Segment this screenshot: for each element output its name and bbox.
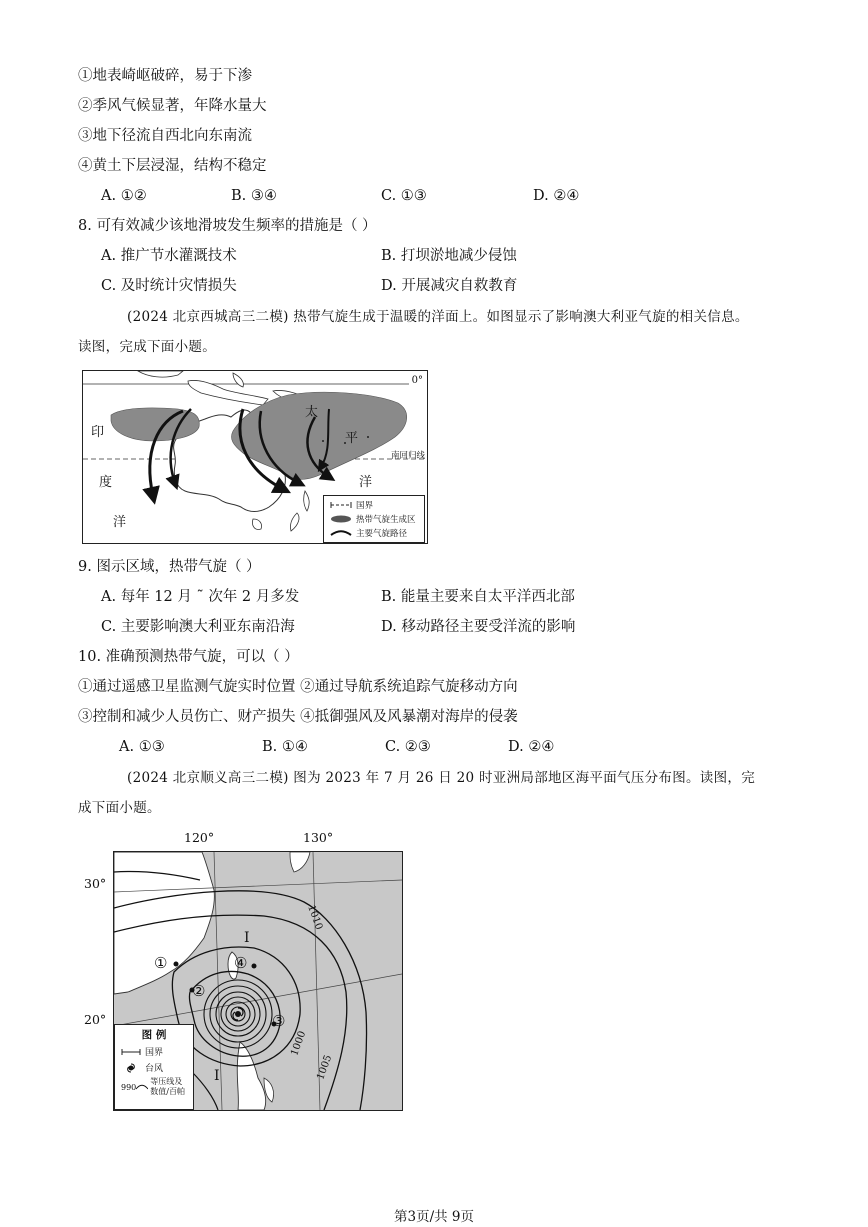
cyclone-map xyxy=(82,370,428,544)
q8-option-d[interactable]: D. 开展减灾自救教育 xyxy=(381,278,518,294)
legend-border xyxy=(330,499,373,511)
q7-option-a[interactable]: A. ①② xyxy=(101,188,147,204)
label-yang: 洋 xyxy=(359,475,373,490)
page-footer: 第3页/共 9页 xyxy=(393,1209,475,1225)
q7-option-b[interactable]: B. ③④ xyxy=(231,188,277,204)
typhoon-icon xyxy=(233,1008,243,1020)
q7-statement-2: ②季风气候显著，年降水量大 xyxy=(78,98,267,114)
q8-option-a[interactable]: A. 推广节水灌溉技术 xyxy=(101,248,237,264)
border-icon xyxy=(121,1048,141,1056)
cyclone-map-legend xyxy=(323,495,425,543)
label-du: 度 xyxy=(99,475,113,490)
high-mark-2: I xyxy=(214,1068,220,1084)
genesis-zone-icon xyxy=(330,515,352,523)
tropic-label: 南回归线 xyxy=(390,451,425,461)
lon-130: 130° xyxy=(303,830,334,845)
lat-30: 30° xyxy=(84,876,107,891)
label-tai: 太 xyxy=(305,405,319,420)
path-arrow-icon xyxy=(330,529,352,537)
legend-isobar-row xyxy=(121,1077,186,1097)
intro1-line2: 读图，完成下面小题。 xyxy=(78,339,216,355)
legend-typhoon-text: 台风 xyxy=(145,1064,164,1074)
point-4: ④ xyxy=(234,954,248,972)
q10-option-c[interactable]: C. ②③ xyxy=(385,739,431,755)
intro1-line1: (2024 北京西城高三二模) 热带气旋生成于温暖的洋面上。如图显示了影响澳大利亚气旋的相关信息。 xyxy=(127,309,749,325)
intro2-line1: (2024 北京顺义高三二模) 图为 2023 年 7 月 26 日 20 时亚洲局部地区海平面气压分布图。读图，完 xyxy=(127,770,756,786)
isobar-line-icon xyxy=(136,1083,148,1091)
legend-path xyxy=(330,527,407,539)
q10-stem: 10. 准确预测热带气旋，可以（ ） xyxy=(78,649,299,665)
high-mark-1: I xyxy=(244,930,250,946)
legend-isobar-text: 等压线及数值/百帕 xyxy=(150,1077,185,1096)
typhoon-icon xyxy=(121,1063,141,1073)
intro2-line2: 成下面小题。 xyxy=(78,800,161,816)
point-2: ② xyxy=(192,982,206,1000)
q9-option-c[interactable]: C. 主要影响澳大利亚东南沿海 xyxy=(101,619,295,635)
q9-option-d[interactable]: D. 移动路径主要受洋流的影响 xyxy=(381,619,576,635)
legend-border-label: 国界 xyxy=(356,501,374,511)
q7-option-c[interactable]: C. ①③ xyxy=(381,188,427,204)
legend-border-row xyxy=(121,1045,163,1058)
isobar-1000: 1000 xyxy=(289,1029,309,1058)
legend-title: 图 例 xyxy=(141,1029,167,1041)
point-1-dot xyxy=(174,962,179,967)
q7-statement-3: ③地下径流自西北向东南流 xyxy=(78,128,252,144)
legend-genesis-label: 热带气旋生成区 xyxy=(356,515,416,525)
q8-stem: 8. 可有效减少该地滑坡发生频率的措施是（ ） xyxy=(78,218,377,234)
lat-20: 20° xyxy=(84,1012,107,1027)
pressure-map-legend xyxy=(114,1024,194,1110)
lon-120: 120° xyxy=(184,830,215,845)
q10-line2: ③控制和减少人员伤亡、财产损失 ④抵御强风及风暴潮对海岸的侵袭 xyxy=(78,709,518,725)
q9-stem: 9. 图示区域，热带气旋（ ） xyxy=(78,559,261,575)
isobar-1005: 1005 xyxy=(315,1053,335,1082)
legend-border-text: 国界 xyxy=(145,1048,164,1058)
q8-option-c[interactable]: C. 及时统计灾情损失 xyxy=(101,278,237,294)
label-yang2: 洋 xyxy=(113,515,127,530)
isobar-1010: 1010 xyxy=(305,903,325,932)
label-yin: 印 xyxy=(91,425,105,440)
q10-line1: ①通过遥感卫星监测气旋实时位置 ②通过导航系统追踪气旋移动方向 xyxy=(78,679,518,695)
q10-option-a[interactable]: A. ①③ xyxy=(119,739,165,755)
q7-statement-1: ①地表崎岖破碎，易于下渗 xyxy=(78,68,252,84)
point-3: ③ xyxy=(272,1012,286,1030)
q7-option-d[interactable]: D. ②④ xyxy=(533,188,580,204)
legend-isobar-value: 990 xyxy=(121,1082,137,1092)
label-ping: 平 xyxy=(345,431,359,446)
legend-path-label: 主要气旋路径 xyxy=(356,529,408,539)
legend-typhoon-row xyxy=(121,1061,163,1074)
q9-option-a[interactable]: A. 每年 12 月 ˜ 次年 2 月多发 xyxy=(101,589,300,605)
pressure-map xyxy=(113,851,403,1111)
equator-label: 0° xyxy=(411,375,423,386)
q10-option-d[interactable]: D. ②④ xyxy=(508,739,555,755)
point-4-dot xyxy=(252,964,257,969)
q10-option-b[interactable]: B. ①④ xyxy=(262,739,308,755)
q7-statement-4: ④黄土下层浸湿，结构不稳定 xyxy=(78,158,267,174)
border-icon xyxy=(330,501,352,509)
q8-option-b[interactable]: B. 打坝淤地减少侵蚀 xyxy=(381,248,517,264)
legend-genesis xyxy=(330,513,416,525)
point-1: ① xyxy=(154,954,168,972)
q9-option-b[interactable]: B. 能量主要来自太平洋西北部 xyxy=(381,589,575,605)
